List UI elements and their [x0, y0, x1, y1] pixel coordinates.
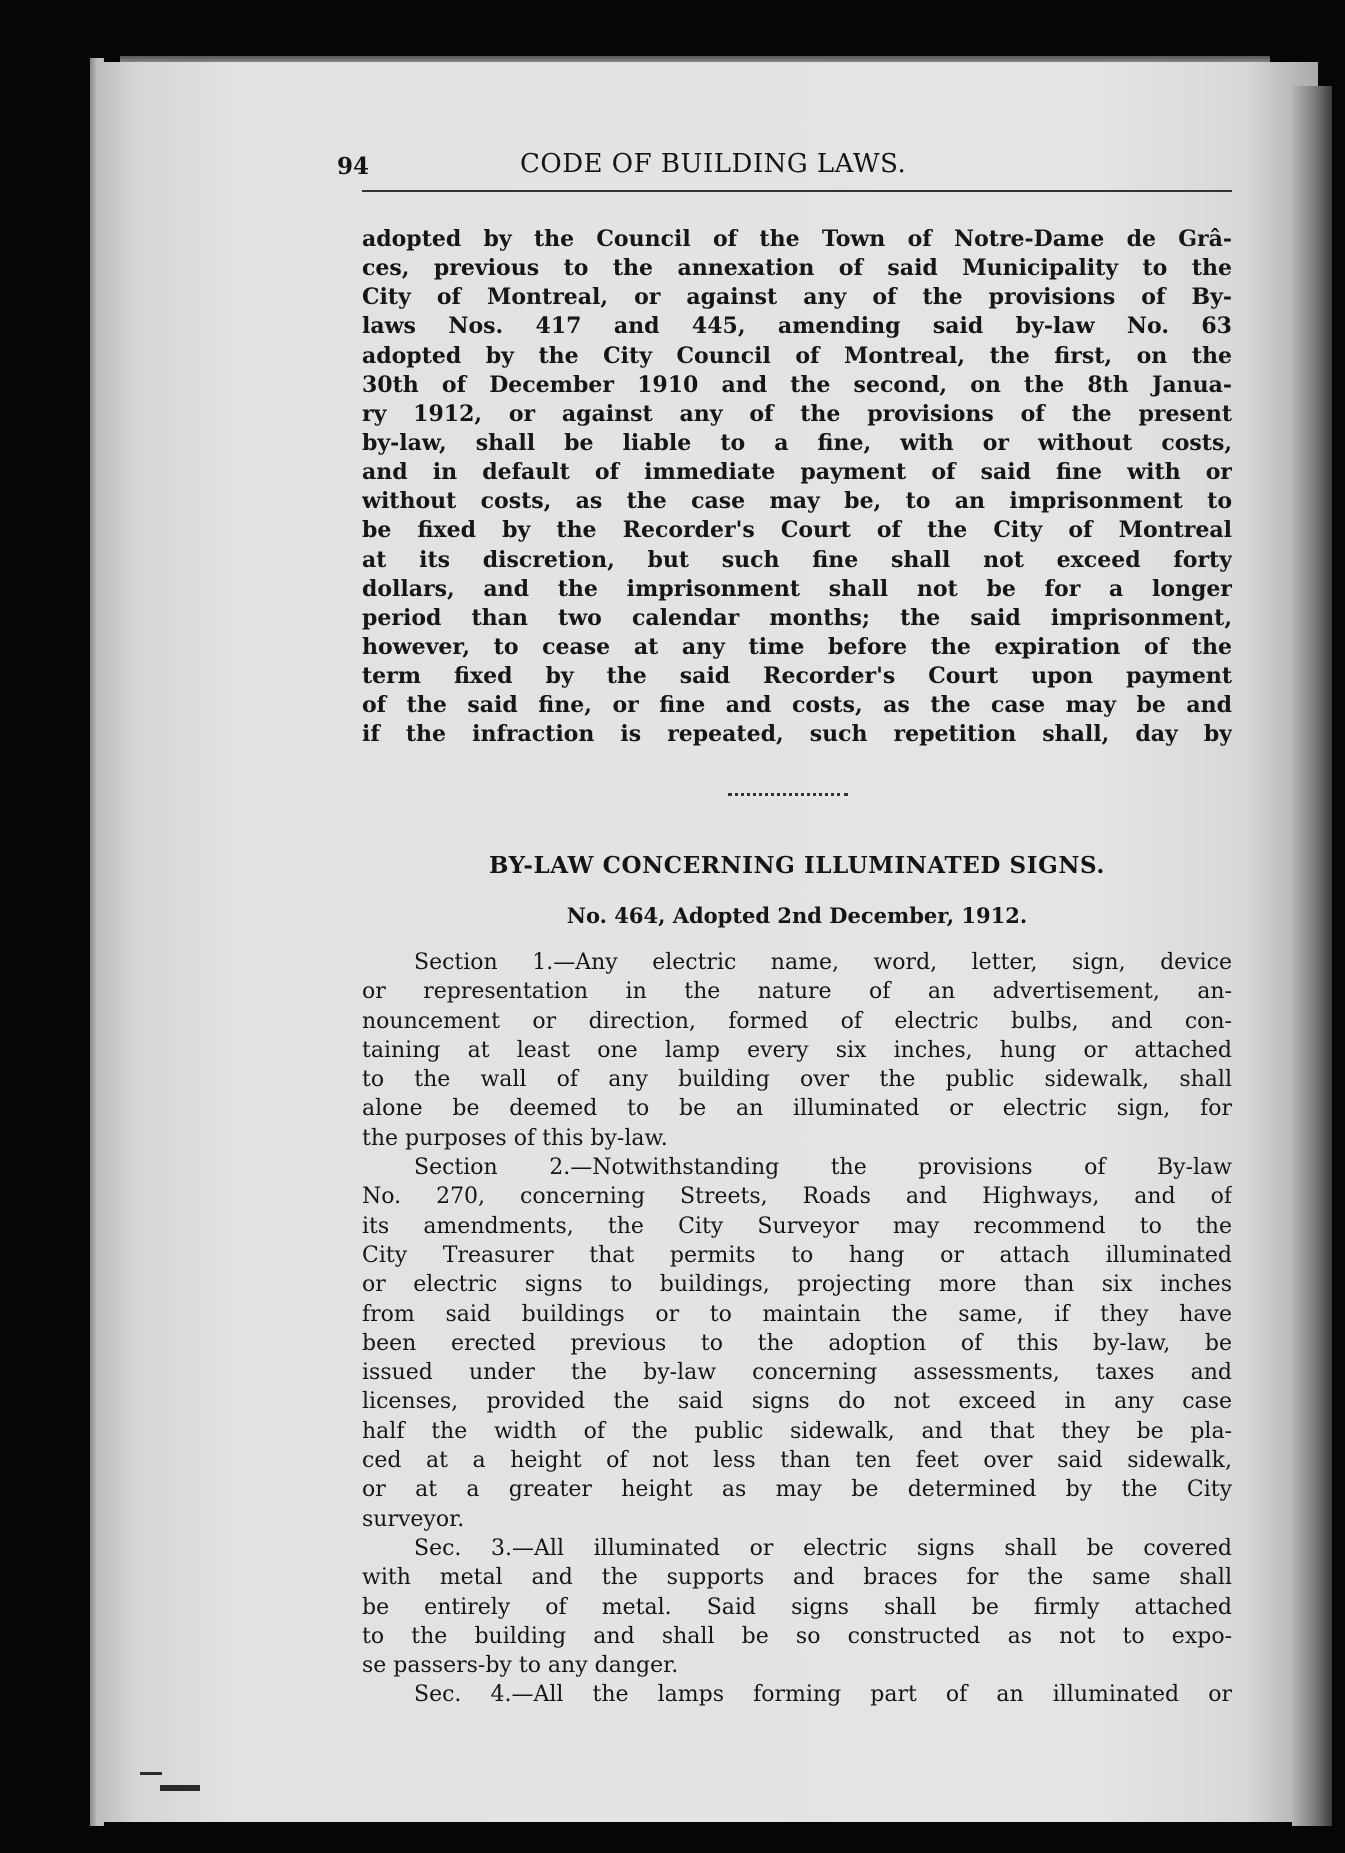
continued-paragraph — [362, 225, 1232, 750]
text-line: half the width of the public sidewalk, and that they be pla- — [362, 1418, 1232, 1444]
text-line: ced at a height of not less than ten feet over said sidewalk, — [362, 1448, 1232, 1474]
text-line: No. 270, concerning Streets, Roads and Highways, and of — [362, 1184, 1232, 1210]
text-line: alone be deemed to be an illuminated or electric sign, for — [362, 1096, 1232, 1122]
text-line: to the building and shall be so constructed as not to expo- — [362, 1623, 1232, 1649]
page-edge-right — [1292, 86, 1332, 1826]
text-line: taining at least one lamp every six inches, hung or attached — [362, 1037, 1232, 1063]
text-line: or at a greater height as may be determined by the City — [362, 1477, 1232, 1503]
text-line: be fixed by the Recorder's Court of the City of Montreal — [362, 517, 1232, 544]
text-line: be entirely of metal. Said signs shall be firmly attached — [362, 1594, 1232, 1620]
text-line: issued under the by-law concerning assessments, taxes and — [362, 1360, 1232, 1386]
text-line: with metal and the supports and braces for the same shall — [362, 1565, 1232, 1591]
text-line: at its discretion, but such fine shall not exceed forty — [362, 546, 1232, 573]
text-line: se passers-by to any danger. — [362, 1653, 679, 1679]
section-2-line: Section 2.—Notwithstanding the provisions of By-law — [414, 1155, 1232, 1181]
scan-speck — [140, 1772, 162, 1775]
text-line: ces, previous to the annexation of said Municipality to the — [362, 255, 1232, 282]
section-separator — [728, 793, 848, 798]
bylaw-heading: BY-LAW CONCERNING ILLUMINATED SIGNS. — [489, 852, 1105, 879]
text-line: of the said fine, or fine and costs, as the case may be and — [362, 692, 1232, 719]
text-line: and in default of immediate payment of said fine with or — [362, 459, 1232, 486]
text-line: City of Montreal, or against any of the provisions of By- — [362, 284, 1232, 311]
section-1-line: Section 1.—Any electric name, word, letter, sign, device — [414, 950, 1232, 975]
text-line: been erected previous to the adoption of this by-law, be — [362, 1330, 1232, 1356]
text-line: City Treasurer that permits to hang or attach illuminated — [362, 1242, 1232, 1268]
text-line: laws Nos. 417 and 445, amending said by-law No. 63 — [362, 313, 1232, 340]
text-line: ry 1912, or against any of the provisions of the present — [362, 400, 1232, 427]
text-line: 30th of December 1910 and the second, on the 8th Janua- — [362, 371, 1232, 398]
page-number: 94 — [337, 153, 370, 180]
section-3-line: Sec. 3.—All illuminated or electric signs shall be covered — [414, 1535, 1232, 1561]
text-line: or electric signs to buildings, projecting more than six inches — [362, 1272, 1232, 1298]
bylaw-body — [362, 948, 1232, 1710]
section-4-line: Sec. 4.—All the lamps forming part of an illuminated or — [414, 1682, 1232, 1708]
text-line: adopted by the City Council of Montreal, the first, on the — [362, 342, 1232, 369]
text-line: surveyor. — [362, 1506, 465, 1532]
bylaw-subheading: No. 464, Adopted 2nd December, 1912. — [566, 903, 1028, 928]
header-rule — [362, 190, 1232, 192]
text-line: dollars, and the imprisonment shall not be for a longer — [362, 575, 1232, 602]
text-line: the purposes of this by-law. — [362, 1125, 668, 1151]
text-line: term fixed by the said Recorder's Court upon payment — [362, 663, 1232, 690]
text-line: if the infraction is repeated, such repetition shall, day by — [362, 721, 1232, 748]
text-line: its amendments, the City Surveyor may recommend to the — [362, 1213, 1232, 1239]
text-line: however, to cease at any time before the expiration of the — [362, 633, 1232, 660]
text-line: without costs, as the case may be, to an imprisonment to — [362, 488, 1232, 515]
scan-speck — [160, 1785, 200, 1791]
text-line: licenses, provided the said signs do not exceed in any case — [362, 1389, 1232, 1415]
text-line: adopted by the Council of the Town of Notre-Dame de Grâ- — [362, 226, 1232, 252]
text-line: nouncement or direction, formed of electric bulbs, and con- — [362, 1008, 1232, 1034]
text-line: from said buildings or to maintain the same, if they have — [362, 1301, 1232, 1327]
text-line: or representation in the nature of an advertisement, an- — [362, 979, 1232, 1005]
text-line: to the wall of any building over the public sidewalk, shall — [362, 1067, 1232, 1093]
text-line: by-law, shall be liable to a fine, with or without costs, — [362, 429, 1232, 456]
running-header-title: CODE OF BUILDING LAWS. — [520, 149, 907, 179]
text-line: period than two calendar months; the said imprisonment, — [362, 604, 1232, 631]
